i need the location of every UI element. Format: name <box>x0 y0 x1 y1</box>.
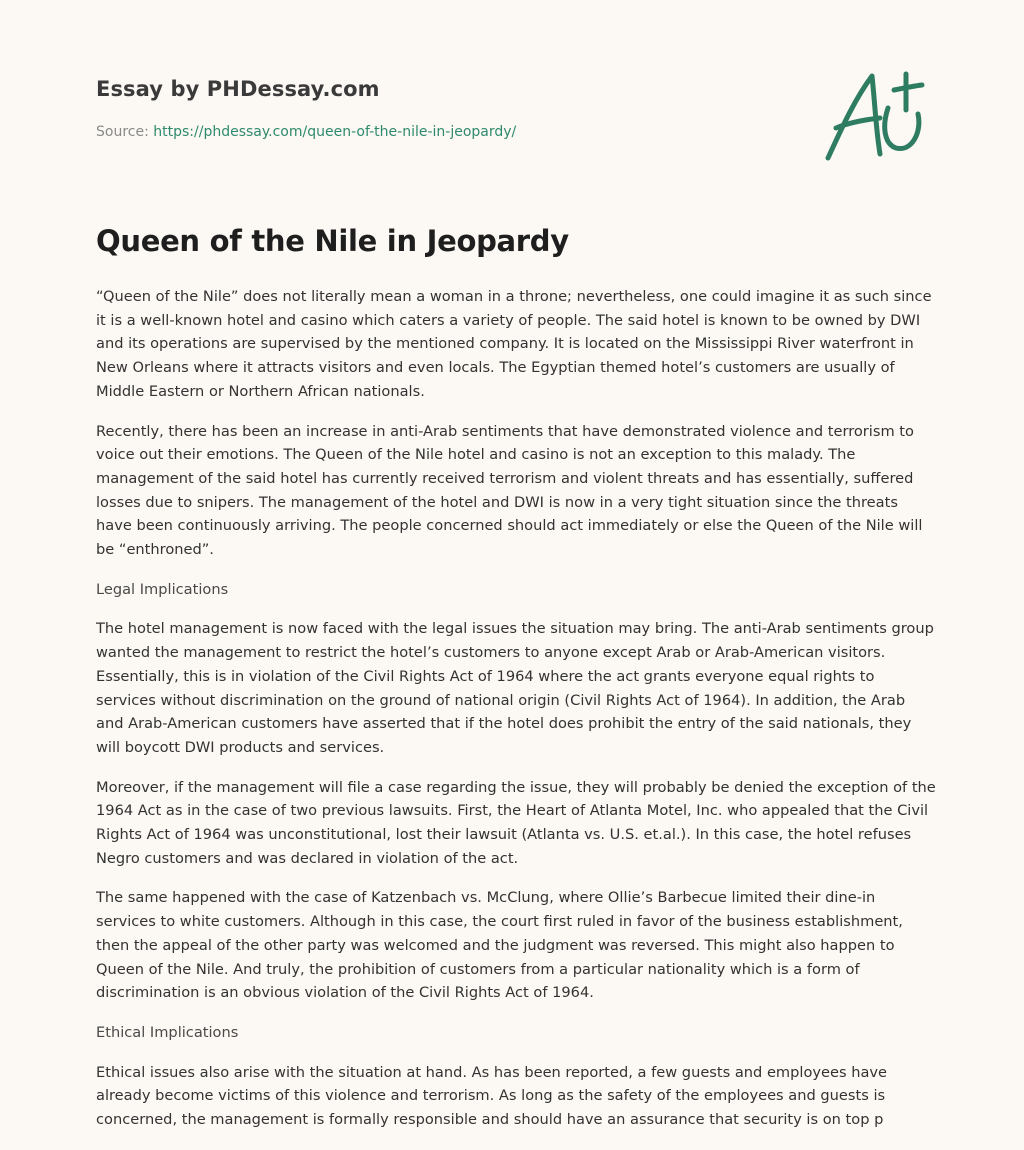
essay-paragraph: Moreover, if the management will file a case regarding the issue, they will probably be denied the exception of the 1964 Act as in the case of two previous lawsuits. First, the Heart of Atlanta Motel, Inc. who appealed that the Civil Rights Act of 1964 was unconstitutional, lost their lawsuit (Atlanta vs. U.S. et.al.). In this case, the hotel refuses Negro customers and was declared in violation of the act. <box>96 778 936 867</box>
essay-body <box>96 285 936 1150</box>
source-line <box>96 124 516 140</box>
essay-paragraph: The hotel management is now faced with the legal issues the situation may bring. The anti-Arab sentiments group wanted the management to restrict the hotel’s customers to anyone except Arab or Arab-American visitors. Essentially, this is in violation of the Civil Rights Act of 1964 where the act grants everyone equal rights to services without discrimination on the ground of national origin (Civil Rights Act of 1964). In addition, the Arab and Arab-American customers have asserted that if the hotel does prohibit the entry of the said nationals, they will boycott DWI products and services. <box>96 620 934 756</box>
essay-title: Queen of the Nile in Jeopardy <box>96 224 569 258</box>
section-heading-legal: Legal Implications <box>96 580 229 598</box>
source-label: Source: <box>96 124 154 140</box>
section-heading-ethical: Ethical Implications <box>96 1023 239 1041</box>
a-plus-logo-icon <box>822 68 926 164</box>
essay-paragraph: The same happened with the case of Katzenbach vs. McClung, where Ollie’s Barbecue limited their dine-in services to white customers. Although in this case, the court first ruled in favor of the business establishment, then the appeal of the other party was welcomed and the judgment was reversed. This might also happen to Queen of the Nile. And truly, the prohibition of customers from a particular nationality which is a form of discrimination is an obvious violation of the Civil Rights Act of 1964. <box>96 889 903 1002</box>
site-brand: Essay by PHDessay.com <box>96 77 380 101</box>
source-link[interactable]: https://phdessay.com/queen-of-the-nile-in-jeopardy/ <box>153 124 517 140</box>
page-header <box>96 0 928 200</box>
essay-paragraph: Recently, there has been an increase in anti-Arab sentiments that have demonstrated violence and terrorism to voice out their emotions. The Queen of the Nile hotel and casino is not an exception to this malady. The management of the said hotel has currently received terrorism and violent threats and has essentially, suffered losses due to snipers. The management of the hotel and DWI is now in a very tight situation since the threats have been continuously arriving. The people concerned should act immediately or else the Queen of the Nile will be “enthroned”. <box>96 422 923 559</box>
essay-paragraph: “Queen of the Nile” does not literally mean a woman in a throne; nevertheless, one could imagine it as such since it is a well-known hotel and casino which caters a variety of people. The said hotel is known to be owned by DWI and its operations are supervised by the mentioned company. It is located on the Mississippi River waterfront in New Orleans where it attracts visitors and even locals. The Egyptian themed hotel’s customers are usually of Middle Eastern or Northern African nationals. <box>96 288 932 400</box>
essay-paragraph: Ethical issues also arise with the situation at hand. As has been reported, a few guests and employees have already become victims of this violence and terrorism. As long as the safety of the employees and guests is concerned, the management is formally responsible and should have an assurance that security is on top p <box>96 1063 888 1129</box>
